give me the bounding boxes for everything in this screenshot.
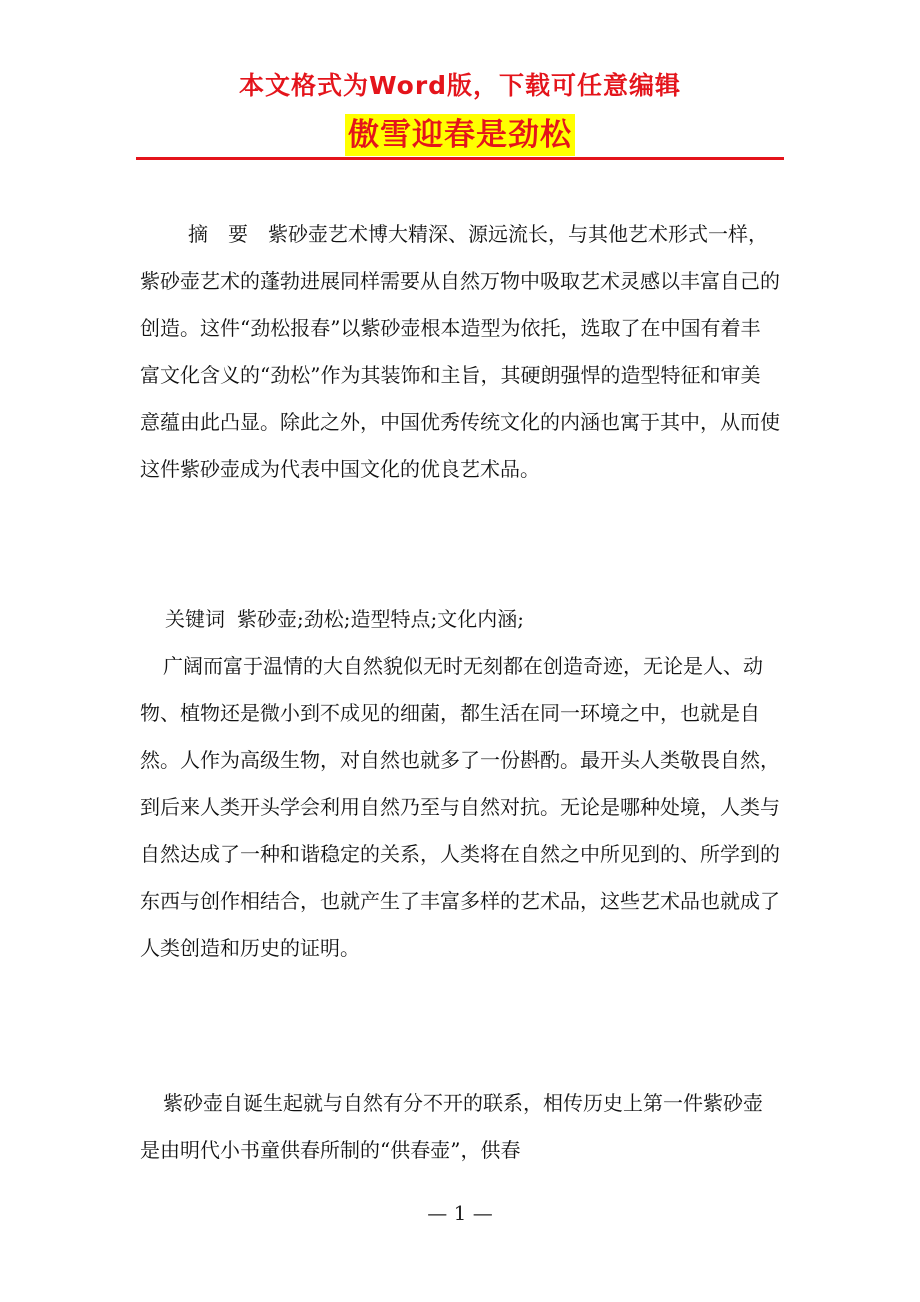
abstract-text: 紫砂壶艺术博大精深、源远流长，与其他艺术形式一样，紫砂壶艺术的蓬勃进展同样需要从自然万物中吸取艺术灵感以丰富自己的创造。这件“劲松报春”以紫砂壶根本造型为依托，选取了在中国有着丰富文化含义的“劲松”作为其装饰和主旨，其硬朗强悍的造型特征和审美意蕴由此凸显。除此之外，中国优秀传统文化的内涵也寓于其中，从而使这件紫砂壶成为代表中国文化的优良艺术品。 <box>140 222 780 481</box>
keywords-label: 关键词 <box>165 607 225 631</box>
keywords-section <box>165 596 785 643</box>
page-number: — 1 — <box>427 1201 493 1225</box>
paragraph-text: 广阔而富于温情的大自然貌似无时无刻都在创造奇迹，无论是人、动物、植物还是微小到不成见的细菌，都生活在同一环境之中，也就是自然。人作为高级生物，对自然也就多了一份斟酌。最开头人类敬畏自然，到后来人类开头学会利用自然乃至与自然对抗。无论是哪种处境，人类与自然达成了一种和谐稳定的关系，人类将在自然之中所见到的、所学到的东西与创作相结合，也就产生了丰富多样的艺术品，这些艺术品也就成了人类创造和历史的证明。 <box>140 654 780 960</box>
document-title: 傲雪迎春是劲松 <box>345 114 575 156</box>
abstract-paragraph <box>140 211 780 493</box>
body-paragraph-2 <box>140 1080 780 1174</box>
document-banner: 本文格式为Word版，下载可任意编辑 <box>238 71 682 100</box>
keywords-text: 紫砂壶;劲松;造型特点;文化内涵; <box>237 607 524 631</box>
header-divider <box>136 157 784 160</box>
abstract-section <box>140 211 780 493</box>
body-paragraph-1 <box>140 643 780 972</box>
paragraph-text: 紫砂壶自诞生起就与自然有分不开的联系，相传历史上第一件紫砂壶是由明代小书童供春所制的“供春壶”，供春 <box>140 1091 763 1162</box>
title-container <box>0 114 920 156</box>
abstract-label: 摘 要 <box>188 222 248 246</box>
